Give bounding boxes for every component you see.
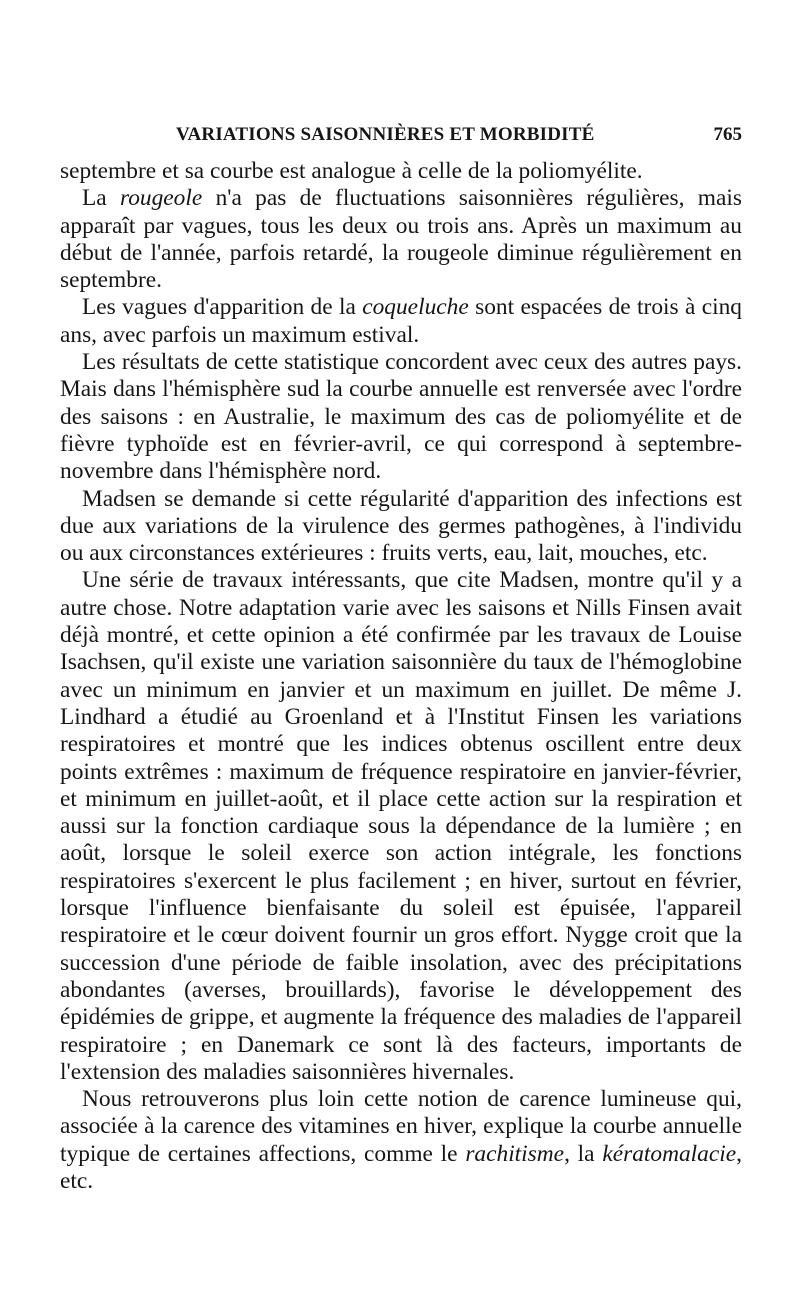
italic-term-keratomalacie: kératomalacie xyxy=(602,1140,737,1167)
italic-term-rachitisme: rachitisme xyxy=(465,1140,565,1167)
paragraph-text: Une série de travaux intéressants, que cite Madsen, montre qu'il y a autre chose. Notre adaptation varie avec les saisons et Nills Finsen avait déjà montré, et cette opinion a été confirmée par les travaux de Louise Isachsen, qu'il existe une variation saisonnière du taux de l'hémoglobine avec un minimum en janvier et un maximum en juillet. De même J. Lindhard a étudié au Groenland et à l'Institut Finsen les variations respiratoires et montré que les indices obtenus oscillent entre deux points extrêmes : maximum de fréquence respiratoire en janvier-février, et minimum en juillet-août, et il place cette action sur la respiration et aussi sur la fonction cardiaque sous la dépendance de la lumière ; en août, lorsque le soleil exerce son action intégrale, les fonctions respiratoires s'exercent le plus facilement ; en hiver, surtout en février, lorsque l'influence bienfaisante du soleil est épuisée, l'appareil respiratoire et le cœur doivent fournir un gros effort. Nygge croit que la succession d'une période de faible insolation, avec des précipitations abondantes (averses, brouillards), favorise le développement des épidémies de grippe, et augmente la fréquence des maladies de l'appareil respiratoire ; en Danemark ce sont là des facteurs, importants de l'extension des maladies saisonnières hivernales. xyxy=(60,567,742,1085)
italic-term-coqueluche: coqueluche xyxy=(362,294,469,321)
running-head xyxy=(60,118,742,158)
paragraph-text-end: sont espacées de trois à cinq ans, avec parfois un maximum estival. xyxy=(60,294,742,348)
paragraph-madsen xyxy=(60,486,742,568)
paragraph-text-end: n'a pas de fluctuations saisonnières régulières, mais apparaît par vagues, tous les deux ou trois ans. Après un maximum au début de l'année, parfois retardé, la rougeole diminue régulièrement en septembre. xyxy=(60,185,742,294)
paragraph-rougeole xyxy=(60,185,742,294)
paragraph-text: septembre et sa courbe est analogue à celle de la poliomyélite. xyxy=(60,158,643,184)
paragraph-carence xyxy=(60,1086,742,1195)
paragraph-text-start: Les vagues d'apparition de la xyxy=(82,294,363,321)
body-text xyxy=(60,158,742,1195)
paragraph-statistics xyxy=(60,349,742,485)
book-page xyxy=(60,118,742,1195)
paragraph-text: Madsen se demande si cette régularité d'apparition des infections est due aux variations de la virulence des germes pathogènes, à l'individu ou aux circonstances extérieures : fruits verts, eau, lait, mouches, etc. xyxy=(60,485,742,567)
paragraph-text: Les résultats de cette statistique concordent avec ceux des autres pays. Mais dans l'hémisphère sud la courbe annuelle est renversée avec l'ordre des saisons : en Australie, le maximum des cas de poliomyélite et de fièvre typhoïde est en février-avril, ce qui correspond à septembre-novembre dans l'hémisphère nord. xyxy=(60,349,742,485)
paragraph-continuation xyxy=(60,158,742,185)
page-number: 765 xyxy=(713,124,742,145)
paragraph-text-start: La xyxy=(82,185,120,212)
paragraph-text-end: , etc. xyxy=(60,1140,742,1194)
running-title: VARIATIONS SAISONNIÈRES ET MORBIDITÉ xyxy=(176,124,595,145)
italic-term-rougeole: rougeole xyxy=(119,185,203,212)
paragraph-text-start: Nous retrouverons plus loin cette notion de carence lumineuse qui, associée à la carence des vitamines en hiver, explique la courbe annuelle typique de certaines affections, comme le xyxy=(60,1086,742,1167)
paragraph-text-middle: , la xyxy=(564,1140,603,1167)
paragraph-coqueluche xyxy=(60,294,742,349)
paragraph-adaptation xyxy=(60,567,742,1086)
